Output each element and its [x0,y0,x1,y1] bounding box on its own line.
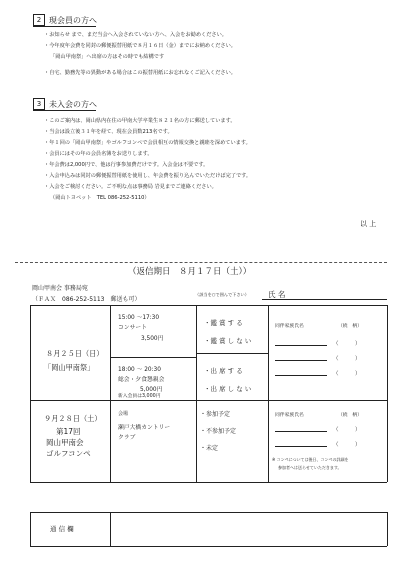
section-2-heading [33,14,97,26]
section-2-bullet-4: ・自宅、勤務先等の異動がある場合はこの振替用紙にお忘れなくご記入ください。 [44,70,236,76]
section-3-bullet-7: ・入会をご検討ください。ご不明な点は事務局 岩見までご連絡ください。 [44,184,217,190]
cut-line [15,262,387,263]
option-watch-no[interactable]: ・鑑 賞 し な い [204,337,252,345]
reply-note: （該当を○で囲んで下さい） [195,292,249,297]
concert-fee: 3,500円 [141,336,164,342]
event2-name-1: 第17回 [56,427,81,436]
section-3-bullet-6: ・入会申込みは同封の郵便振替用紙を使用し、年会費を振り込んでいただけば完了です。 [44,173,252,179]
event1-name: 「岡山甲南祭」 [44,363,95,372]
event2-companion-line-1[interactable] [275,431,327,432]
new-member-fee: 新入会員は3,000円 [118,394,161,399]
event2-companion-header: 同伴家族氏名 [275,413,304,418]
option-golf-decline[interactable]: ・不参加予定 [200,428,237,435]
section-3-number: 3 [33,98,45,110]
option-attend-yes[interactable]: ・出 席 す る [204,367,243,375]
event2-relation-2[interactable]: （ ） [333,442,361,448]
concert-label: コンサート [118,325,147,331]
event1-relation-1[interactable]: （ ） [333,341,361,347]
event1-options-divider [196,353,268,354]
venue-name-2: クラブ [118,435,136,441]
table-col-divider-1 [110,305,111,482]
venue-name-1: 瀬戸大橋カントリー [118,425,171,431]
event2-relation-1[interactable]: （ ） [333,427,361,433]
concert-time: 15:00 〜17:30 [118,315,160,321]
section-2-bullet-3: 「岡山甲南祭」へ出席の方はその時でも結構です [50,54,165,60]
section-3-bullet-4: ・会員にはその年の会員名簿をお送りします。 [44,151,153,157]
table-col-divider-3 [268,305,269,482]
event1-relation-header: （続 柄） [338,324,362,329]
table-top-border [30,305,387,306]
comm-box-top [30,512,387,513]
comm-box-bottom [30,546,387,547]
section-3-bullet-5: ・年会費は2,000円で、他は行事参加費だけです。入会金は不要です。 [44,162,209,168]
event1-companion-line-3[interactable] [275,375,327,376]
event1-inner-divider [110,357,196,358]
comm-box-right [387,512,388,546]
comm-box-left [30,512,31,546]
venue-label: 会場 [118,411,129,417]
option-golf-undecided[interactable]: ・未定 [200,445,219,452]
event1-date: ８月２５日（日） [46,349,104,358]
section-3-bullet-1: ・このご案内は、岡山県内在住の甲南大学卒業生８２１名の方に郵送しています。 [44,118,236,124]
section-3-bullet-2: ・当会は設立後３１年を経て、現在会員数213名です。 [44,129,173,135]
section-3-heading [33,98,97,110]
event2-note-1: ※ コンペについては後日、コンペの詳細を [272,457,349,462]
reply-fax: （ＦＡＸ 086-252-5113 郵送も可） [32,296,141,303]
table-row-divider [30,400,387,401]
table-bottom-border [30,482,387,483]
reply-address: 岡山甲南会 事務局宛 [32,285,88,292]
comm-label: 通 信 欄 [50,525,74,533]
event1-relation-3[interactable]: （ ） [333,371,361,377]
event1-companion-line-2[interactable] [275,360,327,361]
dinner-fee: 5,000円 [140,387,163,393]
option-watch-yes[interactable]: ・鑑 賞 す る [204,319,243,327]
event1-companion-line-1[interactable] [275,345,327,346]
closing-text: 以 上 [360,220,377,228]
event2-name-3: ゴルフコンペ [46,449,91,458]
name-label: 氏 名 [268,290,286,299]
section-3-underline [33,110,96,111]
comm-text-area[interactable] [112,514,385,544]
event2-relation-header: （続 柄） [338,413,362,418]
section-2-bullet-2: ・今年度年会費を同封の郵便振替用紙で８月１６日（金）までにお納めください。 [44,43,236,49]
section-2-underline [33,26,96,27]
section-2-bullet-1: ・お知らせ まで、まだ当会へ入会されていない方へ、入会をお勧めください。 [44,32,227,38]
reply-deadline: （返信期日 ８月１７日（土）） [128,267,252,277]
name-field-line[interactable] [262,299,387,300]
event2-note-2: 参加者へは送らせていただきます。 [278,465,342,470]
event2-name-2: 岡山甲南会 [46,438,84,447]
section-3-title: 未入会の方へ [49,99,97,109]
section-3-contact: （岡山トヨペット TEL 086-252-5110） [50,195,150,201]
dinner-time: 18:00 〜 20:30 [118,367,161,373]
event2-companion-line-2[interactable] [275,446,327,447]
event1-companion-header: 同伴家族氏名 [275,324,304,329]
section-2-title: 現会員の方へ [49,15,97,25]
event2-date: ９月２８日（土） [44,414,102,423]
option-golf-join[interactable]: ・参加予定 [200,411,231,418]
section-2-number: 2 [33,14,45,26]
table-left-border [30,305,31,482]
table-col-divider-2 [196,305,197,482]
dinner-label: 総会・夕食懇親会 [118,377,165,383]
option-attend-no[interactable]: ・出 席 し な い [204,385,252,393]
section-3-bullet-3: ・年１回の「岡山甲南祭」やゴルフコンペで会員相互の情報交換と親睦を深めています。 [44,140,251,146]
table-right-border [387,305,388,482]
comm-box-divider [110,512,111,546]
event1-relation-2[interactable]: （ ） [333,356,361,362]
